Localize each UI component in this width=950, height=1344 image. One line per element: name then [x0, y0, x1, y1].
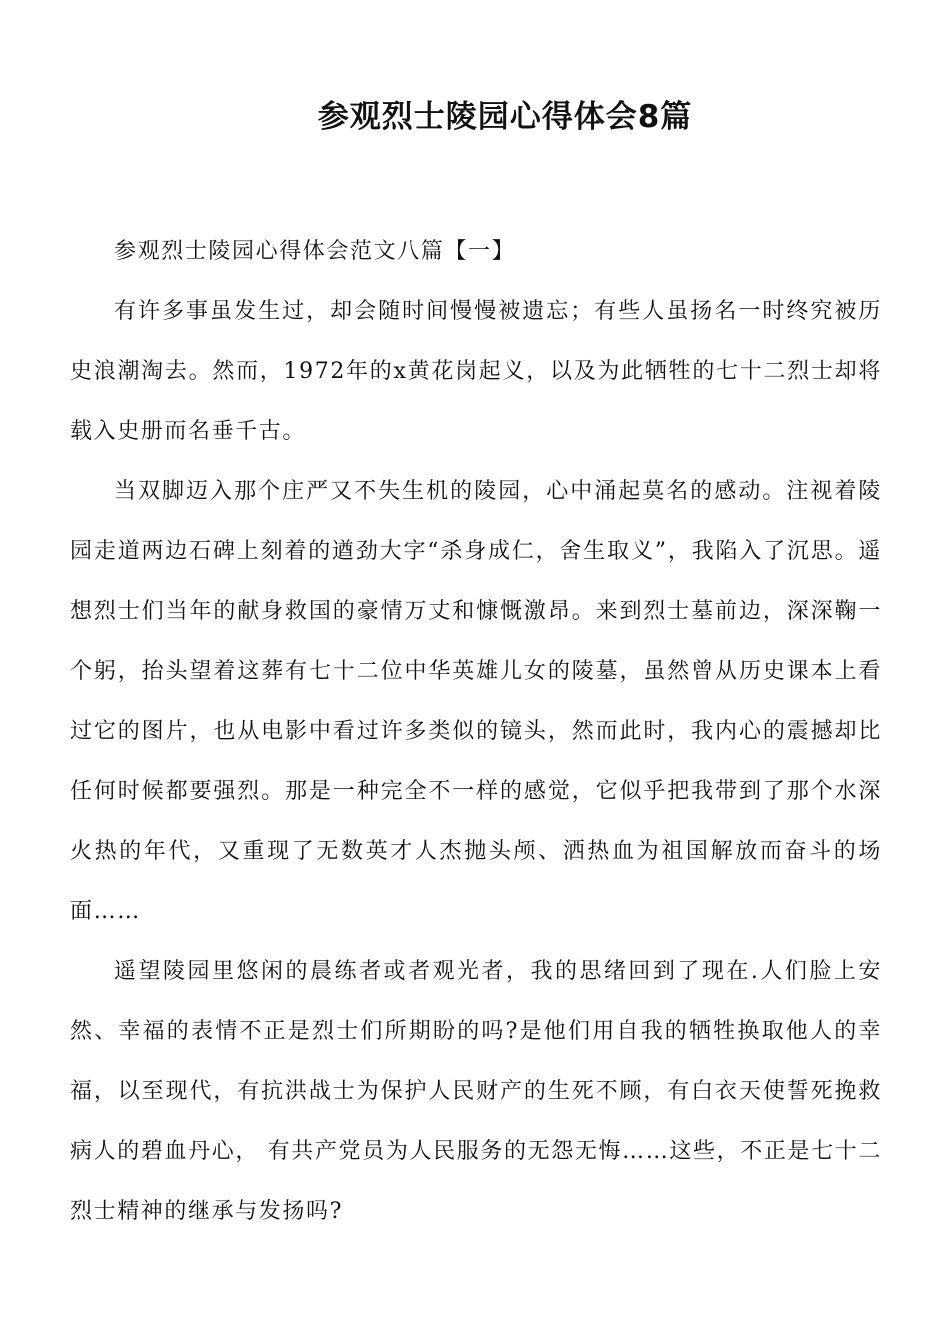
document-body [70, 222, 882, 1242]
paragraph-1: 有许多事虽发生过，却会随时间慢慢被遗忘；有些人虽扬名一时终究被历史浪潮淘去。然而，1972年的x黄花岗起义，以及为此牺牲的七十二烈士却将载入史册而名垂千古。 [70, 299, 882, 444]
page-title: 参观烈士陵园心得体会8篇 [317, 99, 693, 135]
section-heading: 参观烈士陵园心得体会范文八篇【一】 [114, 239, 516, 264]
paragraph-3: 遥望陵园里悠闲的晨练者或者观光者，我的思绪回到了现在.人们脸上安然、幸福的表情不正是烈士们所期盼的吗?是他们用自我的牺牲换取他人的幸福，以至现代，有抗洪战士为保护人民财产的生死不顾，有白衣天使誓死挽救病人的碧血丹心， 有共产党员为人民服务的无怨无悔……这些，不正是七十二烈士精神的继承与发扬吗? [70, 959, 882, 1224]
paragraph-2: 当双脚迈入那个庄严又不失生机的陵园，心中涌起莫名的感动。注视着陵园走道两边石碑上刻着的遒劲大字“杀身成仁，舍生取义”，我陷入了沉思。遥想烈士们当年的献身救国的豪情万丈和慷慨激昂。来到烈士墓前边，深深鞠一个躬，抬头望着这葬有七十二位中华英雄儿女的陵墓，虽然曾从历史课本上看过它的图片，也从电影中看过许多类似的镜头，然而此时，我内心的震撼却比任何时候都要强烈。那是一种完全不一样的感觉，它似乎把我带到了那个水深火热的年代，又重现了无数英才人杰抛头颅、洒热血为祖国解放而奋斗的场面…… [70, 479, 882, 924]
